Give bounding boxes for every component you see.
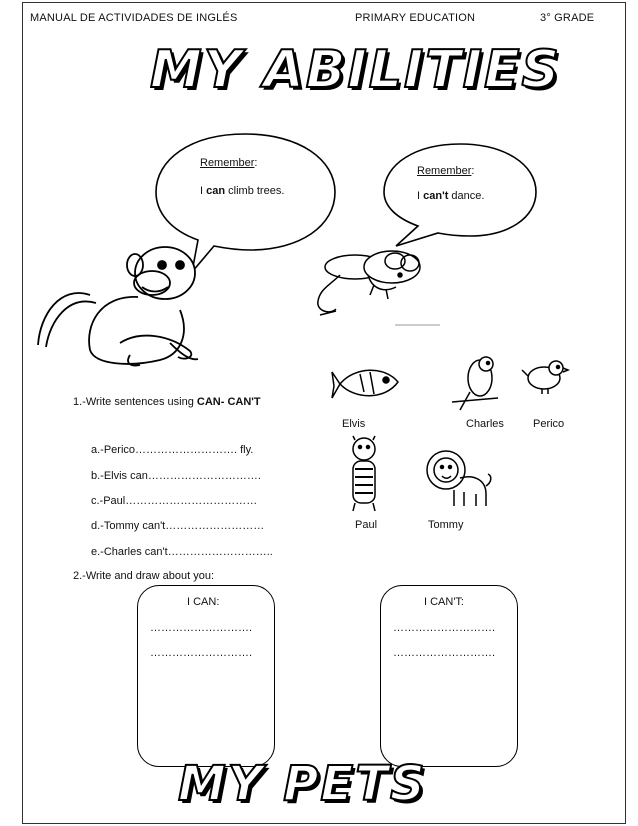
page-title: MY ABILITIES — [150, 40, 562, 100]
i-cant-box[interactable] — [380, 585, 518, 767]
exercise-2-prompt: 2.-Write and draw about you: — [73, 570, 215, 582]
i-cant-line-1[interactable]: ………………………. — [393, 622, 496, 634]
i-can-line-2[interactable]: ………………………. — [150, 647, 253, 659]
label-tommy: Tommy — [428, 519, 464, 531]
monkey-illustration — [30, 235, 210, 375]
label-charles: Charles — [466, 418, 504, 430]
label-elvis: Elvis — [342, 418, 366, 430]
exercise-1-item-d[interactable]: d.-Tommy can't……………………… — [91, 520, 265, 532]
label-paul: Paul — [355, 519, 378, 531]
exercise-1-item-a[interactable]: a.-Perico………………………. fly. — [91, 444, 254, 456]
exercise-1-item-e[interactable]: e.-Charles can't……………………….. — [91, 546, 273, 558]
lion-illustration — [424, 446, 494, 510]
bubble-left-text: I can climb trees. — [200, 185, 285, 197]
bubble-right-heading: Remember: — [417, 165, 475, 177]
bubble-right-text: I can't dance. — [417, 190, 485, 202]
header-education: PRIMARY EDUCATION — [355, 12, 476, 24]
page-frame — [22, 2, 626, 824]
bubble-left-heading: Remember: — [200, 157, 258, 169]
mouse-illustration — [300, 245, 460, 335]
footer-title: MY PETS — [178, 756, 427, 812]
exercise-1-item-b[interactable]: b.-Elvis can…………………………. — [91, 470, 261, 482]
exercise-1-item-c[interactable]: c.-Paul……………………………… — [91, 495, 258, 507]
exercise-1-prompt: 1.-Write sentences using CAN- CAN'T — [73, 396, 261, 408]
parrot-illustration — [452, 352, 502, 417]
i-can-heading: I CAN: — [187, 596, 220, 608]
fish-illustration — [330, 362, 405, 407]
bird-illustration — [520, 356, 570, 396]
i-can-box[interactable] — [137, 585, 275, 767]
tiger-illustration — [343, 435, 385, 513]
i-can-line-1[interactable]: ………………………. — [150, 622, 253, 634]
label-perico: Perico — [533, 418, 565, 430]
header-manual: MANUAL DE ACTIVIDADES DE INGLÉS — [30, 12, 238, 24]
i-cant-heading: I CAN'T: — [424, 596, 464, 608]
header-grade: 3° GRADE — [540, 12, 595, 24]
i-cant-line-2[interactable]: ………………………. — [393, 647, 496, 659]
